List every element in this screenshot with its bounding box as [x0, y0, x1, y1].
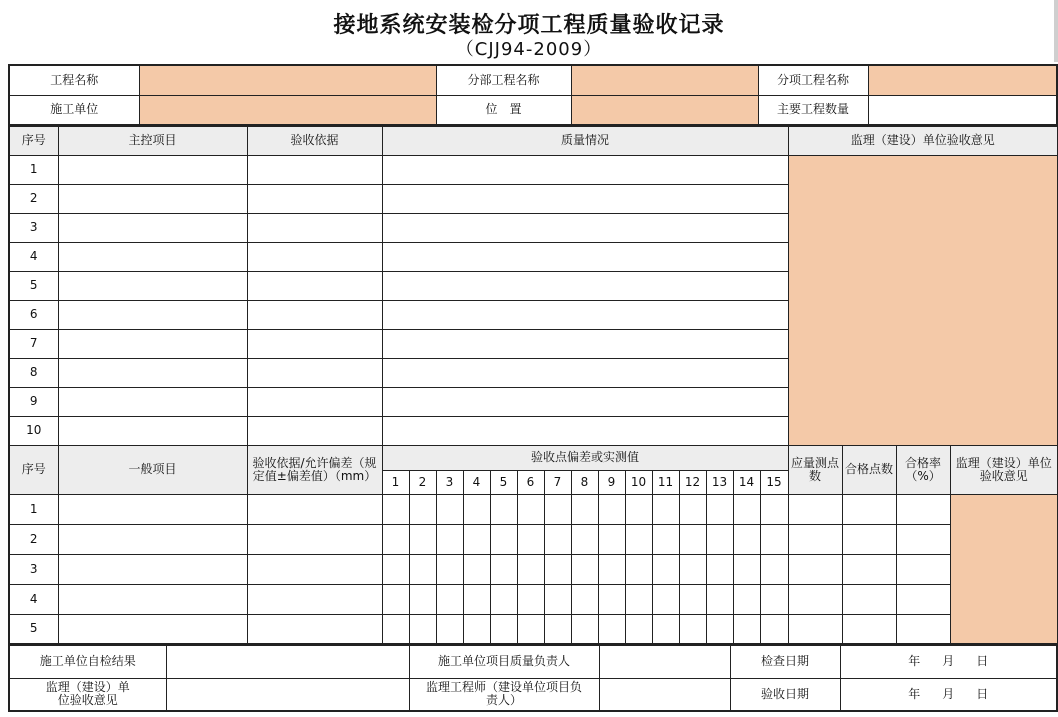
deviation-cell[interactable] [625, 494, 652, 524]
page-title: 接地系统安装检分项工程质量验收记录 [333, 13, 725, 38]
deviation-cell[interactable] [598, 554, 625, 584]
deviation-cell[interactable] [409, 524, 436, 554]
page-subtitle: （CJJ94-2009） [455, 39, 603, 60]
deviation-cell[interactable] [760, 494, 788, 524]
accept-date-value[interactable] [840, 678, 1057, 711]
general-seq-header: 序号 [9, 445, 58, 494]
general-item-header: 一般项目 [58, 445, 247, 494]
deviation-cell[interactable] [733, 524, 760, 554]
supervisor-opinion-label: 监理（建设）单位验收意见 [9, 678, 166, 711]
deviation-cell[interactable] [382, 524, 409, 554]
general-item-cell[interactable] [58, 584, 247, 614]
general-row [9, 524, 1058, 554]
general-basis-cell[interactable] [247, 494, 382, 524]
main-item-cell[interactable] [58, 358, 247, 387]
deviation-cell[interactable] [463, 524, 490, 554]
deviation-cell[interactable] [436, 584, 463, 614]
deviation-cell[interactable] [571, 494, 598, 524]
main-quality-cell[interactable] [382, 213, 788, 242]
general-basis-cell[interactable] [247, 524, 382, 554]
year-label: 年 [908, 654, 921, 669]
deviation-cell[interactable] [517, 524, 544, 554]
deviation-cell[interactable] [409, 554, 436, 584]
qualified-cell[interactable] [842, 494, 896, 524]
general-row-seq: 3 [9, 554, 58, 584]
deviation-cell[interactable] [490, 614, 517, 644]
deviation-cell[interactable] [463, 554, 490, 584]
should-measure-cell[interactable] [788, 494, 842, 524]
deviation-cell[interactable] [652, 584, 679, 614]
main-row-seq: 6 [9, 300, 58, 329]
main-supervisor-cell[interactable] [788, 155, 1058, 445]
main-quality-cell[interactable] [382, 300, 788, 329]
month-label: 月 [942, 654, 955, 669]
point-header: 7 [544, 470, 571, 494]
deviation-cell[interactable] [517, 494, 544, 524]
quality-lead-value[interactable] [599, 645, 730, 678]
qualified-cell[interactable] [842, 524, 896, 554]
main-item-cell[interactable] [58, 416, 247, 445]
deviation-cell[interactable] [733, 584, 760, 614]
deviation-cell[interactable] [733, 614, 760, 644]
deviation-cell[interactable] [679, 614, 706, 644]
deviation-cell[interactable] [571, 584, 598, 614]
deviation-cell[interactable] [598, 584, 625, 614]
main-item-cell[interactable] [58, 387, 247, 416]
deviation-cell[interactable] [625, 614, 652, 644]
main-item-header: 主控项目 [58, 126, 247, 155]
general-basis-header: 验收依据/允许偏差（规定值±偏差值）（mm） [247, 445, 382, 494]
general-item-cell[interactable] [58, 494, 247, 524]
deviation-cell[interactable] [463, 614, 490, 644]
deviation-cell[interactable] [382, 614, 409, 644]
main-row-seq: 4 [9, 242, 58, 271]
deviation-cell[interactable] [652, 614, 679, 644]
deviation-cell[interactable] [679, 524, 706, 554]
point-header: 3 [436, 470, 463, 494]
deviation-cell[interactable] [436, 554, 463, 584]
contractor-label: 施工单位 [9, 95, 139, 125]
main-basis-cell[interactable] [247, 213, 382, 242]
accept-date-label: 验收日期 [730, 678, 840, 711]
rate-cell[interactable] [896, 584, 950, 614]
division-name-label: 分部工程名称 [436, 65, 571, 95]
main-quality-cell[interactable] [382, 358, 788, 387]
check-date-value[interactable] [840, 645, 1057, 678]
main-quality-cell[interactable] [382, 329, 788, 358]
title-area [0, 0, 1058, 62]
general-basis-cell[interactable] [247, 554, 382, 584]
main-row-seq: 1 [9, 155, 58, 184]
general-item-cell[interactable] [58, 554, 247, 584]
supervisor-engineer-label: 监理工程师（建设单位项目负责人） [409, 678, 599, 711]
point-header: 15 [760, 470, 788, 494]
main-quality-cell[interactable] [382, 271, 788, 300]
point-header: 2 [409, 470, 436, 494]
deviation-cell[interactable] [409, 614, 436, 644]
general-row-seq: 1 [9, 494, 58, 524]
qualified-cell[interactable] [842, 584, 896, 614]
rate-cell[interactable] [896, 524, 950, 554]
main-item-cell[interactable] [58, 213, 247, 242]
main-basis-cell[interactable] [247, 416, 382, 445]
year-label: 年 [908, 686, 921, 701]
general-deviation-header: 验收点偏差或实测值 [382, 445, 788, 470]
day-label: 日 [976, 654, 989, 669]
general-supervisor-header: 监理（建设）单位验收意见 [950, 445, 1058, 494]
inspection-table [8, 125, 1058, 645]
main-row-seq: 10 [9, 416, 58, 445]
deviation-cell[interactable] [544, 524, 571, 554]
main-basis-cell[interactable] [247, 387, 382, 416]
deviation-cell[interactable] [517, 614, 544, 644]
point-header: 4 [463, 470, 490, 494]
deviation-cell[interactable] [733, 554, 760, 584]
deviation-cell[interactable] [679, 494, 706, 524]
point-header: 9 [598, 470, 625, 494]
quality-lead-label: 施工单位项目质量负责人 [409, 645, 599, 678]
deviation-cell[interactable] [436, 524, 463, 554]
main-row-seq: 2 [9, 184, 58, 213]
main-supervisor-header: 监理（建设）单位验收意见 [788, 126, 1058, 155]
qualified-header: 合格点数 [842, 445, 896, 494]
project-name-value[interactable] [139, 65, 436, 95]
qualified-cell[interactable] [842, 554, 896, 584]
main-seq-header: 序号 [9, 126, 58, 155]
deviation-cell[interactable] [706, 584, 733, 614]
deviation-cell[interactable] [544, 584, 571, 614]
deviation-cell[interactable] [490, 524, 517, 554]
deviation-cell[interactable] [625, 554, 652, 584]
division-name-value[interactable] [571, 65, 758, 95]
info-table [8, 64, 1058, 126]
main-row-seq: 8 [9, 358, 58, 387]
deviation-cell[interactable] [490, 494, 517, 524]
deviation-cell[interactable] [571, 614, 598, 644]
sheet-edge [1054, 0, 1058, 62]
point-header: 11 [652, 470, 679, 494]
deviation-cell[interactable] [625, 584, 652, 614]
deviation-cell[interactable] [760, 584, 788, 614]
deviation-cell[interactable] [760, 614, 788, 644]
main-basis-cell[interactable] [247, 329, 382, 358]
deviation-cell[interactable] [436, 614, 463, 644]
deviation-cell[interactable] [490, 554, 517, 584]
deviation-cell[interactable] [598, 524, 625, 554]
deviation-cell[interactable] [706, 614, 733, 644]
point-header: 8 [571, 470, 598, 494]
deviation-cell[interactable] [382, 554, 409, 584]
should-measure-cell[interactable] [788, 614, 842, 644]
main-basis-header: 验收依据 [247, 126, 382, 155]
deviation-cell[interactable] [409, 494, 436, 524]
deviation-cell[interactable] [382, 584, 409, 614]
location-label: 位 置 [436, 95, 571, 125]
main-item-cell[interactable] [58, 271, 247, 300]
self-check-value[interactable] [166, 645, 409, 678]
main-item-cell[interactable] [58, 300, 247, 329]
rate-cell[interactable] [896, 554, 950, 584]
point-header: 13 [706, 470, 733, 494]
deviation-cell[interactable] [544, 554, 571, 584]
main-quantity-value[interactable] [868, 95, 1057, 125]
should-measure-cell[interactable] [788, 554, 842, 584]
general-row-seq: 4 [9, 584, 58, 614]
main-quality-header: 质量情况 [382, 126, 788, 155]
deviation-cell[interactable] [382, 494, 409, 524]
main-row-seq: 9 [9, 387, 58, 416]
should-measure-cell[interactable] [788, 584, 842, 614]
general-row [9, 614, 1058, 644]
deviation-cell[interactable] [598, 494, 625, 524]
self-check-label: 施工单位自检结果 [9, 645, 166, 678]
general-row [9, 494, 1058, 524]
deviation-cell[interactable] [517, 584, 544, 614]
general-basis-cell[interactable] [247, 584, 382, 614]
deviation-cell[interactable] [463, 494, 490, 524]
day-label: 日 [976, 686, 989, 701]
project-name-label: 工程名称 [9, 65, 139, 95]
qualified-cell[interactable] [842, 614, 896, 644]
main-item-cell[interactable] [58, 184, 247, 213]
supervisor-opinion-value[interactable] [166, 678, 409, 711]
deviation-cell[interactable] [517, 554, 544, 584]
point-header: 12 [679, 470, 706, 494]
deviation-cell[interactable] [706, 524, 733, 554]
main-quantity-label: 主要工程数量 [758, 95, 868, 125]
main-basis-cell[interactable] [247, 271, 382, 300]
contractor-value[interactable] [139, 95, 436, 125]
deviation-cell[interactable] [652, 524, 679, 554]
main-basis-cell[interactable] [247, 155, 382, 184]
general-row-seq: 5 [9, 614, 58, 644]
deviation-cell[interactable] [598, 614, 625, 644]
main-item-cell[interactable] [58, 242, 247, 271]
rate-header: 合格率（%） [896, 445, 950, 494]
main-quality-cell[interactable] [382, 155, 788, 184]
deviation-cell[interactable] [436, 494, 463, 524]
deviation-cell[interactable] [652, 494, 679, 524]
deviation-cell[interactable] [679, 554, 706, 584]
deviation-cell[interactable] [544, 614, 571, 644]
main-basis-cell[interactable] [247, 242, 382, 271]
deviation-cell[interactable] [760, 524, 788, 554]
main-item-cell[interactable] [58, 155, 247, 184]
rate-cell[interactable] [896, 614, 950, 644]
general-item-cell[interactable] [58, 524, 247, 554]
deviation-cell[interactable] [733, 494, 760, 524]
deviation-cell[interactable] [760, 554, 788, 584]
deviation-cell[interactable] [409, 584, 436, 614]
point-header: 14 [733, 470, 760, 494]
main-row-seq: 5 [9, 271, 58, 300]
main-basis-cell[interactable] [247, 184, 382, 213]
main-item-cell[interactable] [58, 329, 247, 358]
general-row [9, 584, 1058, 614]
main-quality-cell[interactable] [382, 387, 788, 416]
deviation-cell[interactable] [571, 554, 598, 584]
main-row-seq: 3 [9, 213, 58, 242]
should-measure-cell[interactable] [788, 524, 842, 554]
main-basis-cell[interactable] [247, 300, 382, 329]
rate-cell[interactable] [896, 494, 950, 524]
main-quality-cell[interactable] [382, 242, 788, 271]
deviation-cell[interactable] [706, 494, 733, 524]
should-measure-header: 应量测点数 [788, 445, 842, 494]
deviation-cell[interactable] [544, 494, 571, 524]
deviation-cell[interactable] [652, 554, 679, 584]
location-value[interactable] [571, 95, 758, 125]
item-name-label: 分项工程名称 [758, 65, 868, 95]
item-name-value[interactable] [868, 65, 1057, 95]
point-header: 10 [625, 470, 652, 494]
point-header: 1 [382, 470, 409, 494]
deviation-cell[interactable] [706, 554, 733, 584]
month-label: 月 [942, 686, 955, 701]
main-row-seq: 7 [9, 329, 58, 358]
main-basis-cell[interactable] [247, 358, 382, 387]
general-supervisor-cell[interactable] [950, 494, 1058, 644]
main-quality-cell[interactable] [382, 416, 788, 445]
main-quality-cell[interactable] [382, 184, 788, 213]
general-item-cell[interactable] [58, 614, 247, 644]
check-date-label: 检查日期 [730, 645, 840, 678]
deviation-cell[interactable] [625, 524, 652, 554]
deviation-cell[interactable] [490, 584, 517, 614]
supervisor-engineer-value[interactable] [599, 678, 730, 711]
general-row [9, 554, 1058, 584]
general-row-seq: 2 [9, 524, 58, 554]
deviation-cell[interactable] [679, 584, 706, 614]
deviation-cell[interactable] [463, 584, 490, 614]
point-header: 6 [517, 470, 544, 494]
main-row [9, 155, 1058, 184]
signature-table [8, 644, 1058, 712]
point-header: 5 [490, 470, 517, 494]
deviation-cell[interactable] [571, 524, 598, 554]
general-basis-cell[interactable] [247, 614, 382, 644]
